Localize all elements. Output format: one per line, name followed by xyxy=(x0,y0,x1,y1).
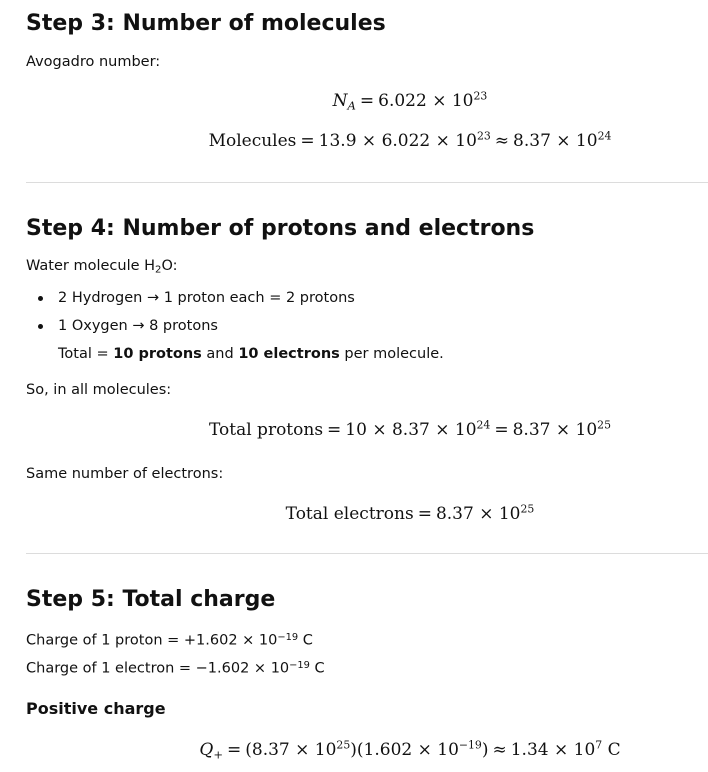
list-item: 2 Hydrogen → 1 proton each = 2 protons xyxy=(26,289,355,317)
electron-charge-text: Charge of 1 electron = $-1.602 \times 10^{-19}$ C xyxy=(26,660,325,677)
total-protons-equation: Total protons = $10 \times 8.37 \times 10^{24} = 8.37 \times 10^{25}$ xyxy=(209,418,611,440)
water-molecule-label: Water molecule $H_2O$: xyxy=(26,258,178,276)
step5-heading: Step 5: Total charge xyxy=(26,587,276,612)
avogadro-equation: $N_A = 6.022 \times 10^{23}$ xyxy=(332,89,488,113)
list-item: 1 Oxygen → 8 protons xyxy=(26,317,355,345)
atom-breakdown-list xyxy=(26,289,355,345)
total-electrons-equation: Total electrons = $8.37 \times 10^{25}$ xyxy=(285,502,535,524)
same-electrons-label: Same number of electrons: xyxy=(26,466,224,482)
positive-charge-subheading: Positive charge xyxy=(26,699,166,718)
proton-charge-text: Charge of 1 proton = $+1.602 \times 10^{-19}$ C xyxy=(26,632,313,649)
molecules-equation: Molecules = $13.9 \times 6.022 \times 10^{23} \approx 8.37 \times 10^{24}$ xyxy=(208,129,612,151)
per-molecule-total: Total = 10 protons and 10 electrons per molecule. xyxy=(58,346,444,362)
avogadro-label: Avogadro number: xyxy=(26,54,161,70)
section-divider xyxy=(26,182,708,183)
bullet-icon xyxy=(38,324,43,329)
bullet-icon xyxy=(38,296,43,301)
step3-heading: Step 3: Number of molecules xyxy=(26,11,386,36)
all-molecules-label: So, in all molecules: xyxy=(26,382,172,398)
step4-heading: Step 4: Number of protons and electrons xyxy=(26,216,535,241)
positive-charge-equation: $Q_+ = (8.37 \times 10^{25})(1.602 \times 10^{-19}) \approx 1.34 \times 10^7$ C xyxy=(199,738,621,762)
section-divider xyxy=(26,553,708,554)
